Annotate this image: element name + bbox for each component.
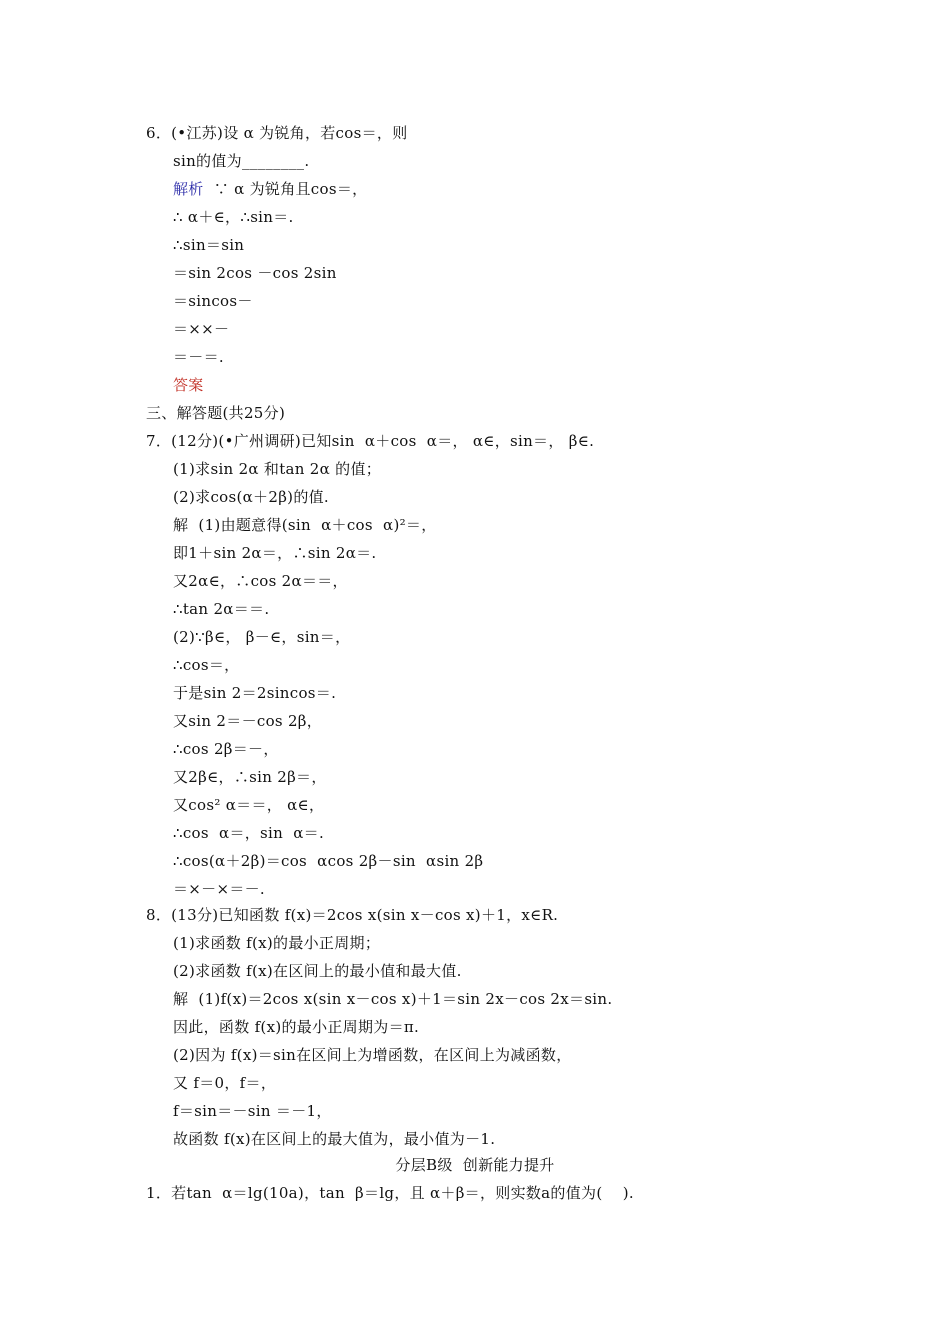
q6-blank-line: sin的值为________. (173, 152, 310, 170)
q7-line: 解 (1)由题意得(sin α＋cos α)²＝， (173, 516, 437, 534)
q8-line: 又 f＝0，f＝， (173, 1074, 277, 1092)
q8-line: 故函数 f(x)在区间上的最大值为，最小值为－1. (173, 1130, 496, 1148)
analysis-label: 解析 (173, 180, 204, 198)
q7-line: ＝×－×＝－. (173, 880, 266, 898)
q7-line: ∴cos＝， (173, 656, 240, 674)
q8-line: f＝sin＝－sin ＝－1， (173, 1102, 332, 1120)
q6-step: ＝××－ (173, 320, 230, 338)
q6-step: ＝sin 2cos －cos 2sin (173, 264, 337, 282)
q6-analysis-line (173, 179, 367, 199)
q6-analysis-text: ∵ α 为锐角且cos＝， (203, 180, 368, 198)
q7-line: (2)求cos(α＋2β)的值. (173, 488, 329, 506)
q6-step: ＝sincos－ (173, 292, 253, 310)
q6-step: ＝－＝. (173, 348, 224, 366)
q7-line: 又cos² α＝＝， α∈， (173, 796, 325, 814)
q8-line: (2)因为 f(x)＝sin在区间上为增函数，在区间上为减函数， (173, 1046, 572, 1064)
q7-line: 于是sin 2＝2sincos＝. (173, 684, 337, 702)
q7-line: 又2α∈，∴cos 2α＝＝， (173, 572, 348, 590)
answer-label: 答案 (173, 376, 204, 394)
q6-step: ∴sin＝sin (173, 236, 245, 254)
q8-line: 因此，函数 f(x)的最小正周期为＝π. (173, 1018, 420, 1036)
q8-line: (2)求函数 f(x)在区间上的最小值和最大值. (173, 962, 462, 980)
section-heading: 三、解答题(共25分) (146, 404, 286, 422)
q7-line: 又sin 2＝－cos 2β， (173, 712, 323, 730)
q7-line: 即1＋sin 2α＝，∴sin 2α＝. (173, 544, 377, 562)
q7-line: ∴cos(α＋2β)＝cos αcos 2β－sin αsin 2β (173, 852, 484, 870)
q7-line: ∴cos α＝，sin α＝. (173, 824, 325, 842)
q7-stem: 7．(12分)(•广州调研)已知sin α＋cos α＝， α∈，sin＝， β∈. (146, 432, 595, 450)
q6-stem: 6．(•江苏)设 α 为锐角，若cos＝，则 (146, 124, 408, 142)
q8-line: (1)求函数 f(x)的最小正周期； (173, 934, 381, 952)
q8-line: 解 (1)f(x)＝2cos x(sin x－cos x)＋1＝sin 2x－cos 2x＝sin. (173, 990, 613, 1008)
q7-line: ∴tan 2α＝＝. (173, 600, 270, 618)
next-question: 1．若tan α＝lg(10a)，tan β＝lg，且 α＋β＝，则实数a的值为( ). (146, 1184, 634, 1202)
q7-line: (2)∵β∈， β－∈，sin＝， (173, 628, 351, 646)
q7-line: 又2β∈，∴sin 2β＝， (173, 768, 327, 786)
q7-line: (1)求sin 2α 和tan 2α 的值； (173, 460, 382, 478)
level-heading: 分层B级 创新能力提升 (395, 1156, 555, 1174)
q6-step: ∴ α＋∈，∴sin＝. (173, 208, 294, 226)
q7-line: ∴cos 2β＝－， (173, 740, 279, 758)
q8-stem: 8．(13分)已知函数 f(x)＝2cos x(sin x－cos x)＋1，x∈R. (146, 906, 559, 924)
